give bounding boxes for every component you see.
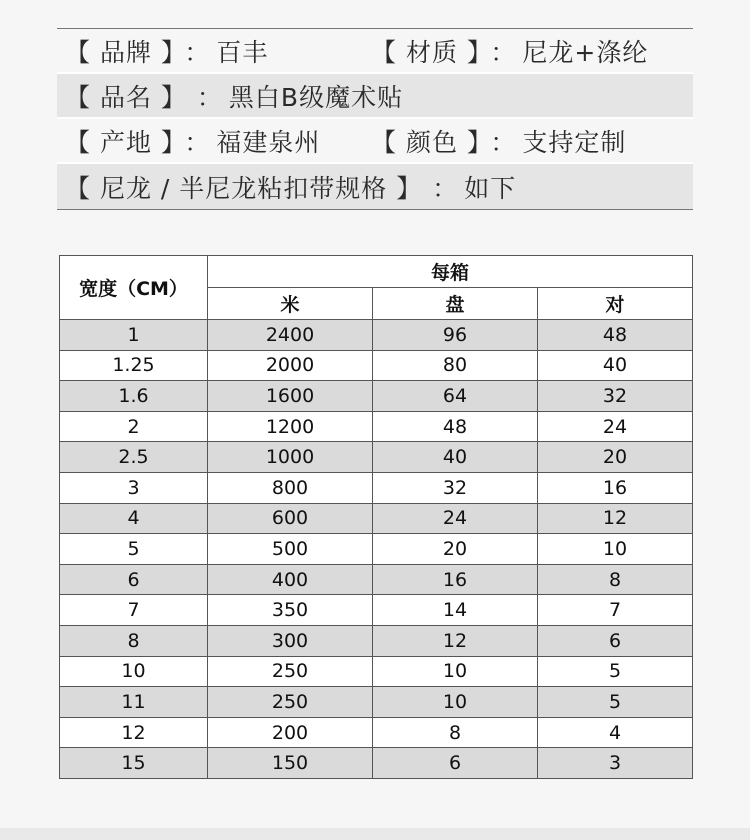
cell-pairs: 4 <box>538 717 693 748</box>
brand-label: 【 品牌 】 <box>65 37 175 67</box>
cell-width: 15 <box>60 748 208 779</box>
table-row <box>60 748 693 779</box>
info-row-brand-material <box>57 29 693 74</box>
cell-meters: 1200 <box>208 411 373 442</box>
cell-meters: 250 <box>208 687 373 718</box>
cell-pairs: 40 <box>538 350 693 381</box>
cell-rolls: 10 <box>373 656 538 687</box>
cell-pairs: 8 <box>538 564 693 595</box>
cell-width: 1.6 <box>60 381 208 412</box>
cell-rolls: 20 <box>373 534 538 565</box>
cell-pairs: 16 <box>538 472 693 503</box>
table-row <box>60 411 693 442</box>
colon: ： <box>184 37 211 67</box>
product-name-value: 黑白B级魔术贴 <box>228 82 404 112</box>
table-row <box>60 320 693 351</box>
cell-pairs: 10 <box>538 534 693 565</box>
bottom-divider <box>0 828 750 840</box>
header-meters: 米 <box>208 288 373 320</box>
cell-rolls: 16 <box>373 564 538 595</box>
info-row-origin-color <box>57 119 693 164</box>
cell-width: 1.25 <box>60 350 208 381</box>
color-value: 支持定制 <box>522 127 627 157</box>
product-name-label: 【 品名 】 <box>65 82 187 112</box>
colon: ： <box>490 37 517 67</box>
cell-rolls: 64 <box>373 381 538 412</box>
cell-meters: 200 <box>208 717 373 748</box>
table-row <box>60 717 693 748</box>
cell-rolls: 48 <box>373 411 538 442</box>
table-row <box>60 534 693 565</box>
table-header-row <box>60 256 693 288</box>
info-row-product-name <box>57 74 693 119</box>
cell-pairs: 20 <box>538 442 693 473</box>
cell-meters: 2400 <box>208 320 373 351</box>
cell-width: 8 <box>60 625 208 656</box>
brand-value: 百丰 <box>216 37 269 67</box>
cell-width: 12 <box>60 717 208 748</box>
cell-meters: 350 <box>208 595 373 626</box>
origin-label: 【 产地 】 <box>65 127 175 157</box>
table-row <box>60 350 693 381</box>
spec-table-container <box>59 255 693 779</box>
spec-table <box>59 255 693 779</box>
cell-meters: 1000 <box>208 442 373 473</box>
cell-pairs: 6 <box>538 625 693 656</box>
spec-value: 如下 <box>464 173 517 203</box>
cell-rolls: 14 <box>373 595 538 626</box>
cell-pairs: 7 <box>538 595 693 626</box>
table-row <box>60 564 693 595</box>
table-row <box>60 503 693 534</box>
cell-rolls: 24 <box>373 503 538 534</box>
cell-rolls: 40 <box>373 442 538 473</box>
cell-rolls: 12 <box>373 625 538 656</box>
cell-pairs: 5 <box>538 687 693 718</box>
info-row-spec <box>57 164 693 209</box>
cell-pairs: 48 <box>538 320 693 351</box>
cell-pairs: 12 <box>538 503 693 534</box>
cell-pairs: 32 <box>538 381 693 412</box>
header-pairs: 对 <box>538 288 693 320</box>
cell-meters: 1600 <box>208 381 373 412</box>
colon: ： <box>184 127 211 157</box>
cell-width: 3 <box>60 472 208 503</box>
cell-rolls: 6 <box>373 748 538 779</box>
cell-rolls: 96 <box>373 320 538 351</box>
colon: ： <box>196 82 223 112</box>
cell-width: 7 <box>60 595 208 626</box>
cell-rolls: 10 <box>373 687 538 718</box>
table-row <box>60 442 693 473</box>
cell-width: 2.5 <box>60 442 208 473</box>
cell-width: 10 <box>60 656 208 687</box>
cell-meters: 2000 <box>208 350 373 381</box>
spec-label: 【 尼龙 / 半尼龙粘扣带规格 】 <box>65 173 423 203</box>
cell-meters: 300 <box>208 625 373 656</box>
cell-pairs: 5 <box>538 656 693 687</box>
origin-value: 福建泉州 <box>216 127 321 157</box>
material-value: 尼龙+涤纶 <box>522 37 649 67</box>
table-row <box>60 687 693 718</box>
table-row <box>60 625 693 656</box>
colon: ： <box>490 127 517 157</box>
table-row <box>60 472 693 503</box>
product-info-panel <box>57 28 693 210</box>
cell-width: 11 <box>60 687 208 718</box>
colon: ： <box>432 173 459 203</box>
cell-rolls: 8 <box>373 717 538 748</box>
cell-width: 5 <box>60 534 208 565</box>
cell-meters: 250 <box>208 656 373 687</box>
cell-width: 6 <box>60 564 208 595</box>
header-per-box: 每箱 <box>208 256 693 288</box>
color-label: 【 颜色 】 <box>371 127 481 157</box>
cell-width: 1 <box>60 320 208 351</box>
table-row <box>60 381 693 412</box>
table-row <box>60 656 693 687</box>
header-width: 宽度（CM） <box>60 256 208 320</box>
cell-width: 4 <box>60 503 208 534</box>
material-label: 【 材质 】 <box>371 37 481 67</box>
cell-meters: 150 <box>208 748 373 779</box>
cell-width: 2 <box>60 411 208 442</box>
cell-meters: 800 <box>208 472 373 503</box>
header-rolls: 盘 <box>373 288 538 320</box>
cell-rolls: 32 <box>373 472 538 503</box>
table-row <box>60 595 693 626</box>
cell-pairs: 24 <box>538 411 693 442</box>
cell-rolls: 80 <box>373 350 538 381</box>
cell-meters: 600 <box>208 503 373 534</box>
cell-meters: 400 <box>208 564 373 595</box>
table-body <box>60 320 693 779</box>
cell-meters: 500 <box>208 534 373 565</box>
cell-pairs: 3 <box>538 748 693 779</box>
